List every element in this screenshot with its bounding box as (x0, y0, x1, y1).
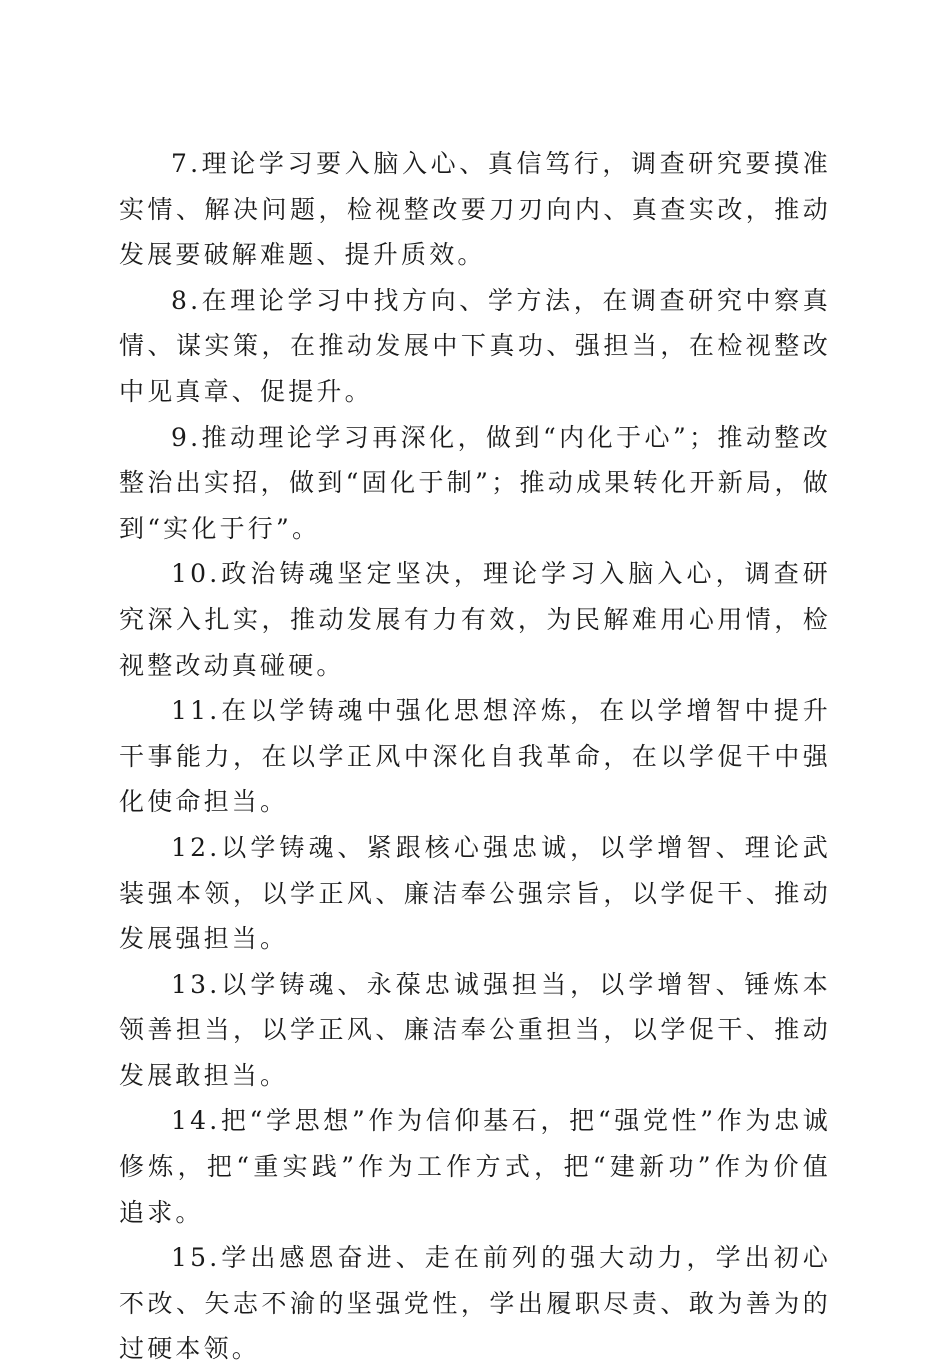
paragraph-13: 13.以学铸魂、永葆忠诚强担当，以学增智、锤炼本领善担当，以学正风、廉洁奉公重担当，以学促干、推动发展敢担当。 (119, 969, 831, 1090)
paragraph-7: 7.理论学习要入脑入心、真信笃行，调查研究要摸准实情、解决问题，检视整改要刀刃向内、真查实改，推动发展要破解难题、提升质效。 (119, 149, 831, 270)
paragraph-12: 12.以学铸魂、紧跟核心强忠诚，以学增智、理论武装强本领，以学正风、廉洁奉公强宗旨，以学促干、推动发展强担当。 (119, 832, 831, 954)
paragraph-11: 11.在以学铸魂中强化思想淬炼，在以学增智中提升干事能力，在以学正风中深化自我革命，在以学促干中强化使命担当。 (119, 696, 831, 817)
paragraph-9: 9.推动理论学习再深化，做到“内化于心”；推动整改整治出实招，做到“固化于制”；推动成果转化开新局，做到“实化于行”。 (119, 422, 831, 543)
document-body (119, 141, 831, 1372)
paragraph-15: 15.学出感恩奋进、走在前列的强大动力，学出初心不改、矢志不渝的坚强党性，学出履职尽责、敢为善为的过硬本领。 (119, 1243, 831, 1364)
paragraph-10: 10.政治铸魂坚定坚决，理论学习入脑入心，调查研究深入扎实，推动发展有力有效，为民解难用心用情，检视整改动真碰硬。 (119, 559, 831, 680)
paragraph-14: 14.把“学思想”作为信仰基石，把“强党性”作为忠诚修炼，把“重实践”作为工作方式，把“建新功”作为价值追求。 (119, 1106, 831, 1227)
paragraph-8: 8.在理论学习中找方向、学方法，在调查研究中察真情、谋实策，在推动发展中下真功、强担当，在检视整改中见真章、促提升。 (119, 285, 831, 406)
